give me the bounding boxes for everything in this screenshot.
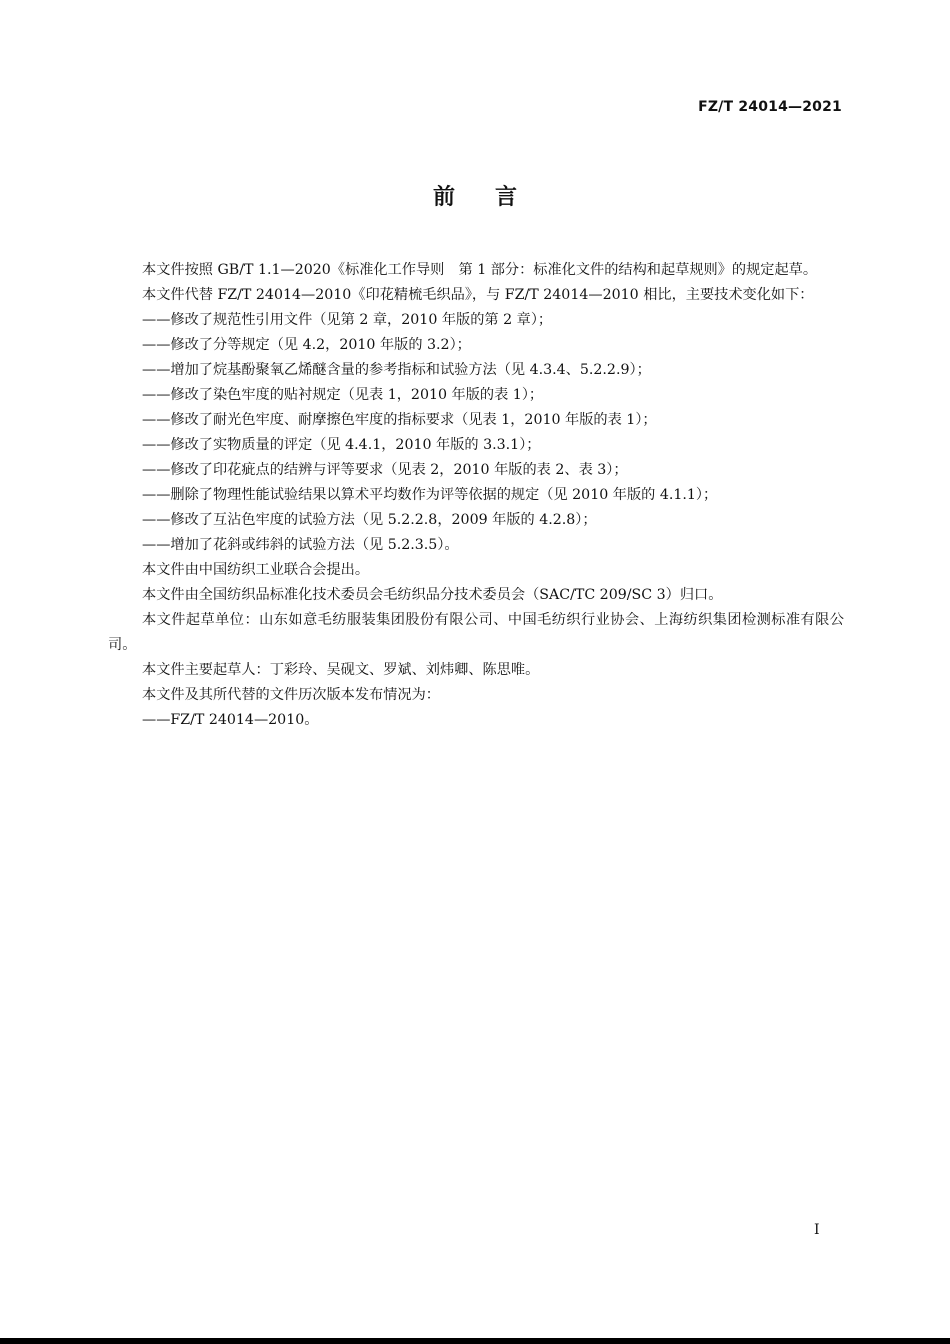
list-item: ——修改了染色牢度的贴衬规定（见表 1，2010 年版的表 1）； bbox=[142, 387, 544, 403]
paragraph-drafting-units: 本文件起草单位：山东如意毛纺服装集团股份有限公司、中国毛纺织行业协会、上海纺织集团检测标准有限公司。 bbox=[108, 612, 844, 653]
list-item: ——修改了印花疵点的结辨与评等要求（见表 2，2010 年版的表 2、表 3）； bbox=[142, 462, 628, 478]
list-item: ——修改了分等规定（见 4.2，2010 年版的 3.2）； bbox=[142, 337, 471, 353]
changes-list bbox=[108, 308, 844, 558]
list-item: ——删除了物理性能试验结果以算术平均数作为评等依据的规定（见 2010 年版的 4.1.1）； bbox=[142, 487, 718, 503]
list-item: ——增加了烷基酚聚氧乙烯醚含量的参考指标和试验方法（见 4.3.4、5.2.2.9）； bbox=[142, 362, 651, 378]
paragraph-drafting-rules: 本文件按照 GB/T 1.1—2020《标准化工作导则 第 1 部分：标准化文件的结构和起草规则》的规定起草。 bbox=[142, 262, 818, 278]
document-code: FZ/T 24014—2021 bbox=[698, 99, 842, 115]
page-title: 前言 bbox=[432, 185, 557, 210]
paragraph-committee: 本文件由全国纺织品标准化技术委员会毛纺织品分技术委员会（SAC/TC 209/SC 3）归口。 bbox=[142, 587, 723, 603]
list-item: ——修改了互沾色牢度的试验方法（见 5.2.2.8，2009 年版的 4.2.8）； bbox=[142, 512, 597, 528]
paragraph-replacement: 本文件代替 FZ/T 24014—2010《印花精梳毛织品》，与 FZ/T 24014—2010 相比，主要技术变化如下： bbox=[142, 287, 814, 303]
bottom-border bbox=[0, 1338, 950, 1344]
paragraph-drafters: 本文件主要起草人：丁彩玲、吴砚文、罗斌、刘炜卿、陈思唯。 bbox=[142, 662, 540, 678]
foreword-body bbox=[108, 258, 844, 733]
list-item: ——修改了实物质量的评定（见 4.4.1，2010 年版的 3.3.1）； bbox=[142, 437, 541, 453]
page-number: I bbox=[814, 1222, 820, 1238]
paragraph-proposer: 本文件由中国纺织工业联合会提出。 bbox=[142, 562, 370, 578]
list-item: ——修改了耐光色牢度、耐摩擦色牢度的指标要求（见表 1，2010 年版的表 1）； bbox=[142, 412, 657, 428]
list-item: ——修改了规范性引用文件（见第 2 章，2010 年版的第 2 章）； bbox=[142, 312, 553, 328]
paragraph-history-intro: 本文件及其所代替的文件历次版本发布情况为： bbox=[142, 687, 440, 703]
list-item: ——增加了花斜或纬斜的试验方法（见 5.2.3.5）。 bbox=[142, 537, 459, 553]
list-item: ——FZ/T 24014—2010。 bbox=[142, 712, 319, 728]
history-list bbox=[108, 708, 844, 733]
